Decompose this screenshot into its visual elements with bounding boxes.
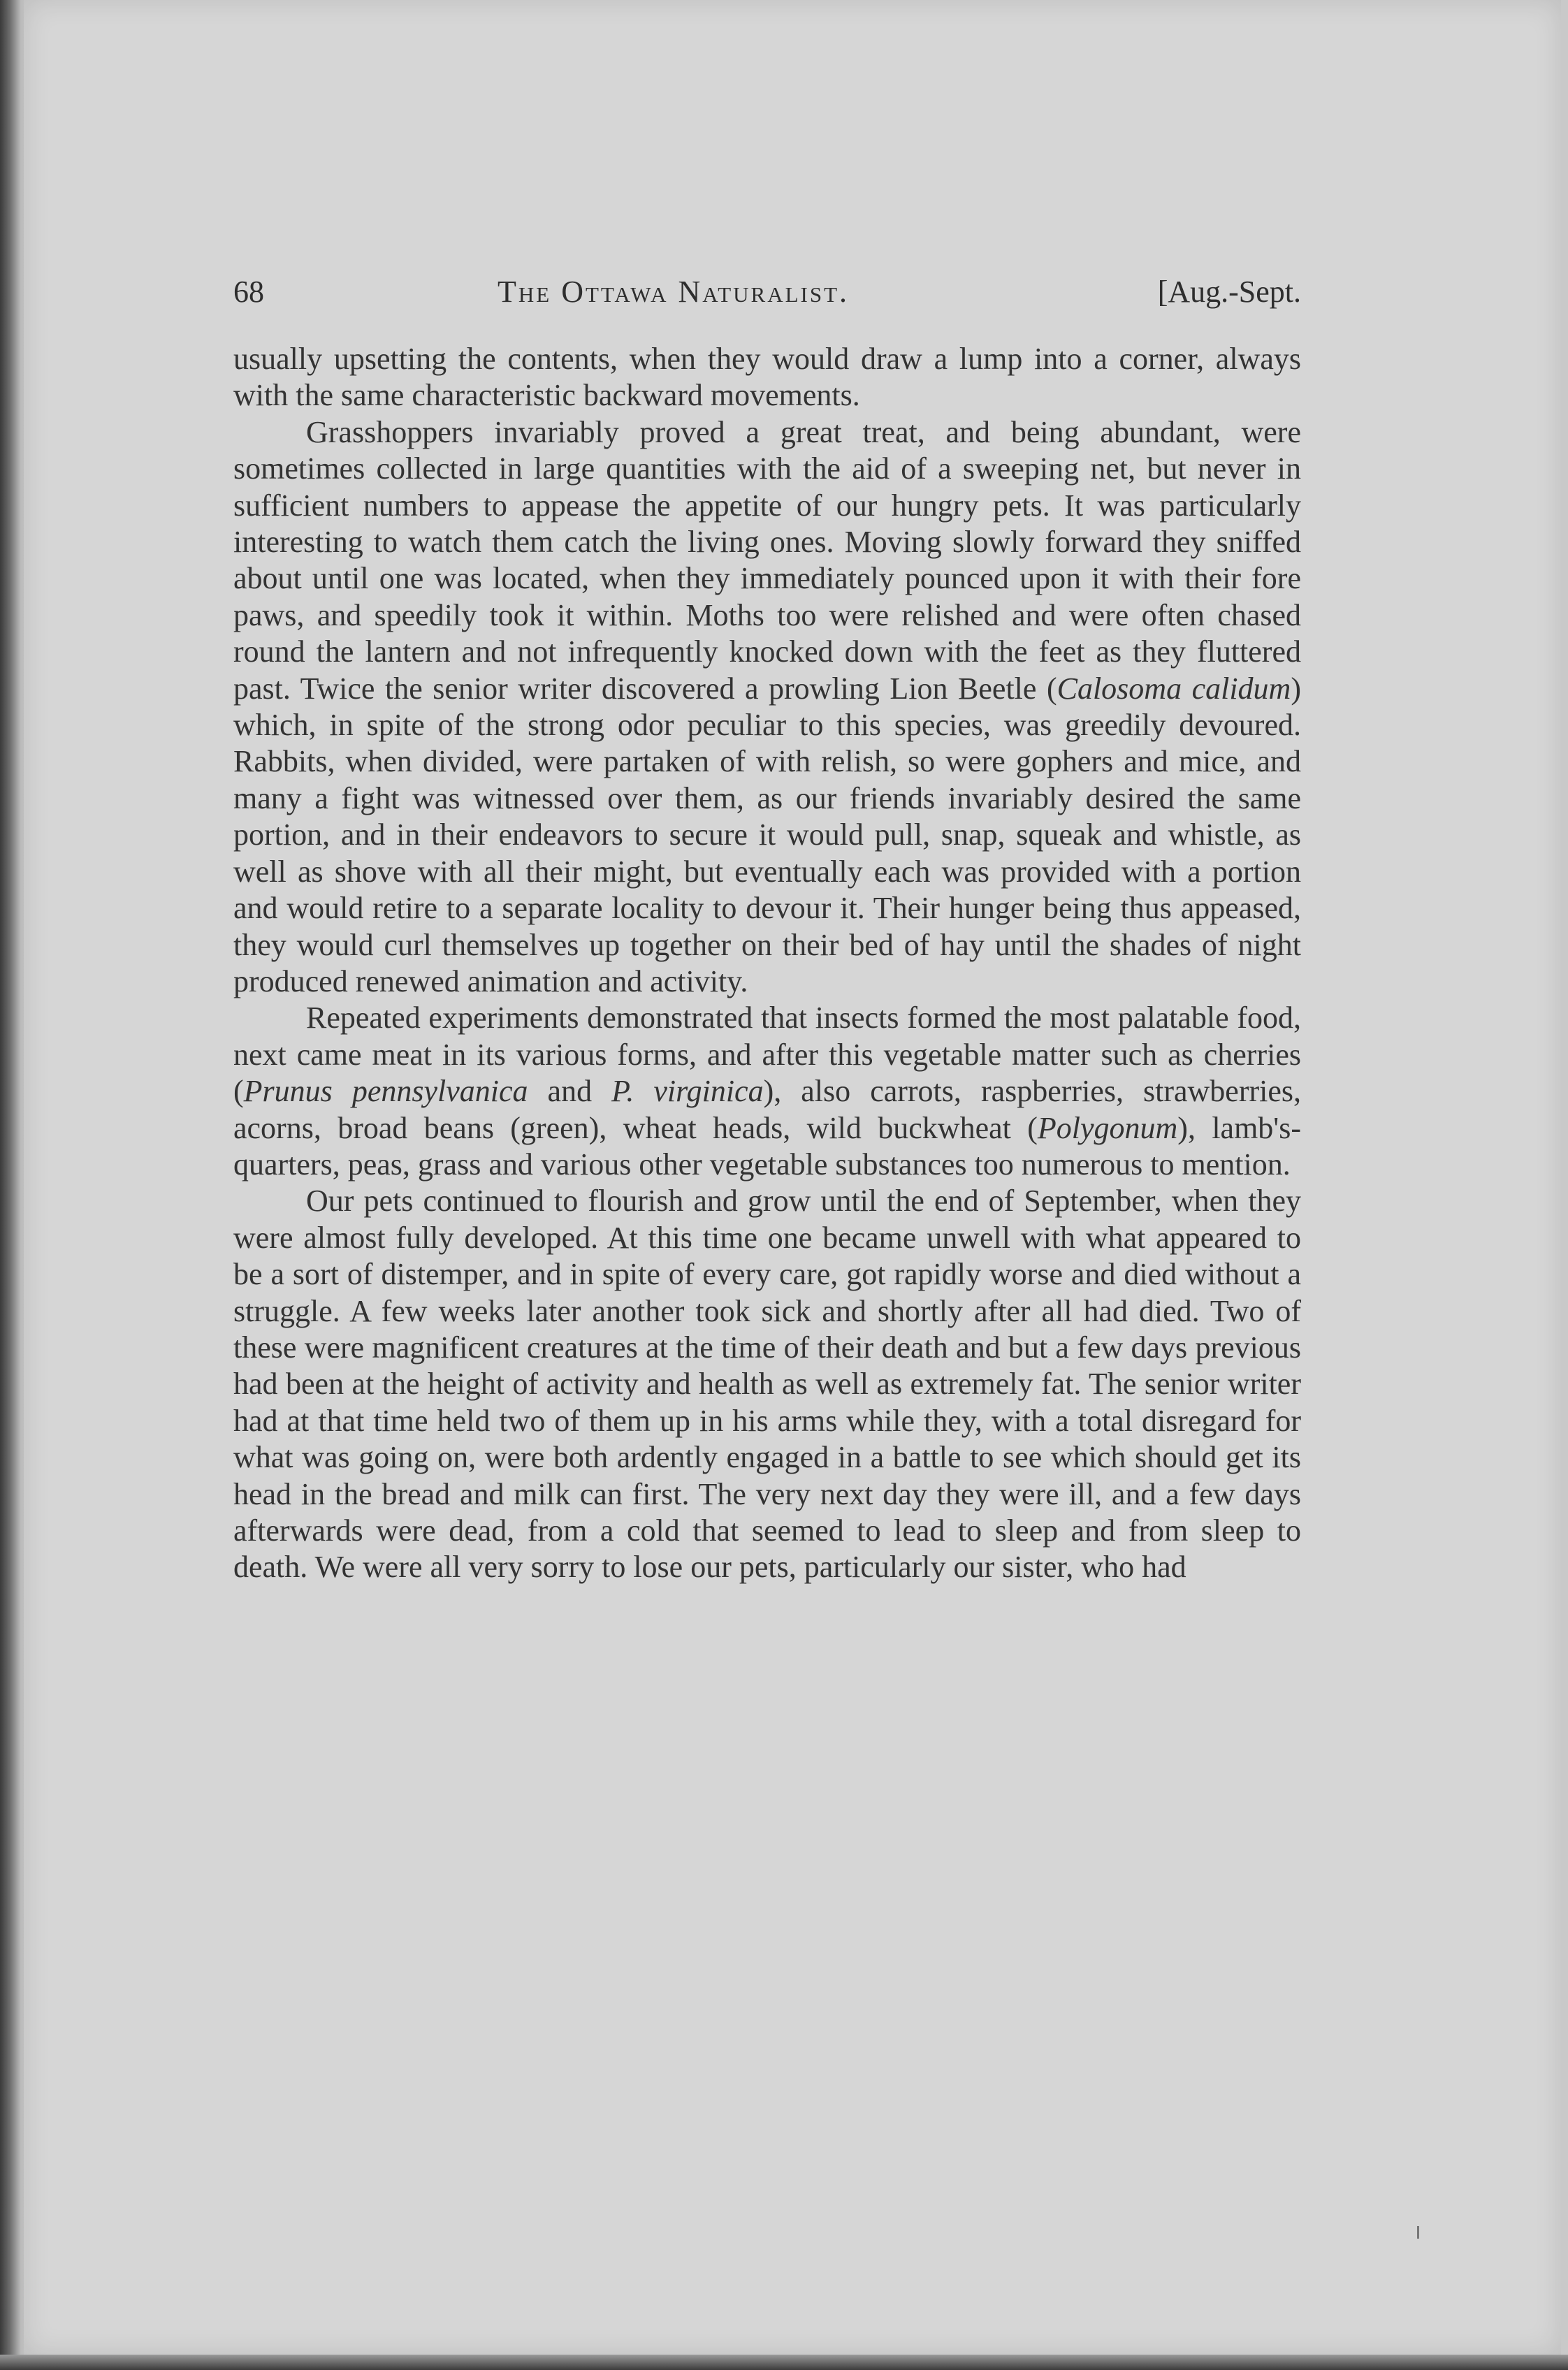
scan-bottom-edge xyxy=(0,2355,1568,2370)
issue-date-range: [Aug.-Sept. xyxy=(1157,275,1301,309)
species-name: Prunus pennsylvanica xyxy=(243,1074,528,1109)
body-text xyxy=(233,341,1301,1586)
paragraph-text: and xyxy=(528,1074,612,1109)
paragraph xyxy=(233,414,1301,1001)
paragraph xyxy=(233,1000,1301,1183)
paragraph-text: ) which, in spite of the strong odor peculiar to this species, was greedily devoured. Rabbits, when divided, were partaken of with relish, so were gophers and mice, and many a fight was witnessed over them, as our friends invariably desired the same portion, and in their endeavors to secure it would pull, snap, squeak and whistle, as well as shove with all their might, but eventually each was provided with a portion and would retire to a separate locality to devour it. Their hunger being thus appeased, they would curl themselves up together on their bed of hay until the shades of night produced renewed animation and activity. xyxy=(233,671,1301,998)
paragraph-text: Grasshoppers invariably proved a great treat, and being abundant, were sometimes collected in large quantities with the aid of a sweeping net, but never in sufficient numbers to appease the appetite of our hungry pets. It was particularly interesting to watch them catch the living ones. Moving slowly forward they sniffed about until one was located, when they immediately pounced upon it with their fore paws, and speedily took it within. Moths too were relished and were often chased round the lantern and not infrequently knocked down with the feet as they fluttered past. Twice the senior writer discovered a prowling Lion Beetle ( xyxy=(233,414,1301,706)
scan-mark xyxy=(1417,2226,1419,2239)
species-name: Calosoma calidum xyxy=(1057,671,1291,706)
paragraph-text: usually upsetting the contents, when they would draw a lump into a corner, always with the same characteristic backward movements. xyxy=(233,342,1301,413)
paragraph-text: ), lamb's-quarters, peas, grass and various other vegetable substances too numerous to mention. xyxy=(233,1110,1302,1182)
species-name: Polygonum xyxy=(1037,1110,1178,1145)
paragraph-text: Our pets continued to flourish and grow until the end of September, when they were almost fully developed. At this time one became unwell with what appeared to be a sort of distemper, and in spite of every care, got rapidly worse and died without a struggle. A few weeks later another took sick and shortly after all had died. Two of these were magnificent creatures at the time of their death and but a few days previous had been at the height of activity and health as well as extremely fat. The senior writer had at that time held two of them up in his arms while they, with a total disregard for what was going on, were both ardently engaged in a battle to see which should get its head in the bread and milk can first. The very next day they were ill, and a few days afterwards were dead, from a cold that seemed to lead to sleep and from sleep to death. We were all very sorry to lose our pets, particularly our sister, who had xyxy=(233,1184,1301,1585)
paragraph xyxy=(233,1183,1301,1585)
page-header xyxy=(233,274,1301,323)
paragraph xyxy=(233,341,1301,414)
running-title: The Ottawa Naturalist. xyxy=(498,275,850,309)
species-name: P. virginica xyxy=(611,1074,764,1109)
paragraph-text: Repeated experiments demonstrated that insects formed the most palatable food, next came meat in its various forms, and after this vegetable matter such as cherries ( xyxy=(233,1001,1301,1109)
paragraph-text: ), also carrots, raspberries, strawberries, acorns, broad beans (green), wheat heads, wild buckwheat ( xyxy=(233,1074,1302,1145)
page-number: 68 xyxy=(233,275,264,309)
